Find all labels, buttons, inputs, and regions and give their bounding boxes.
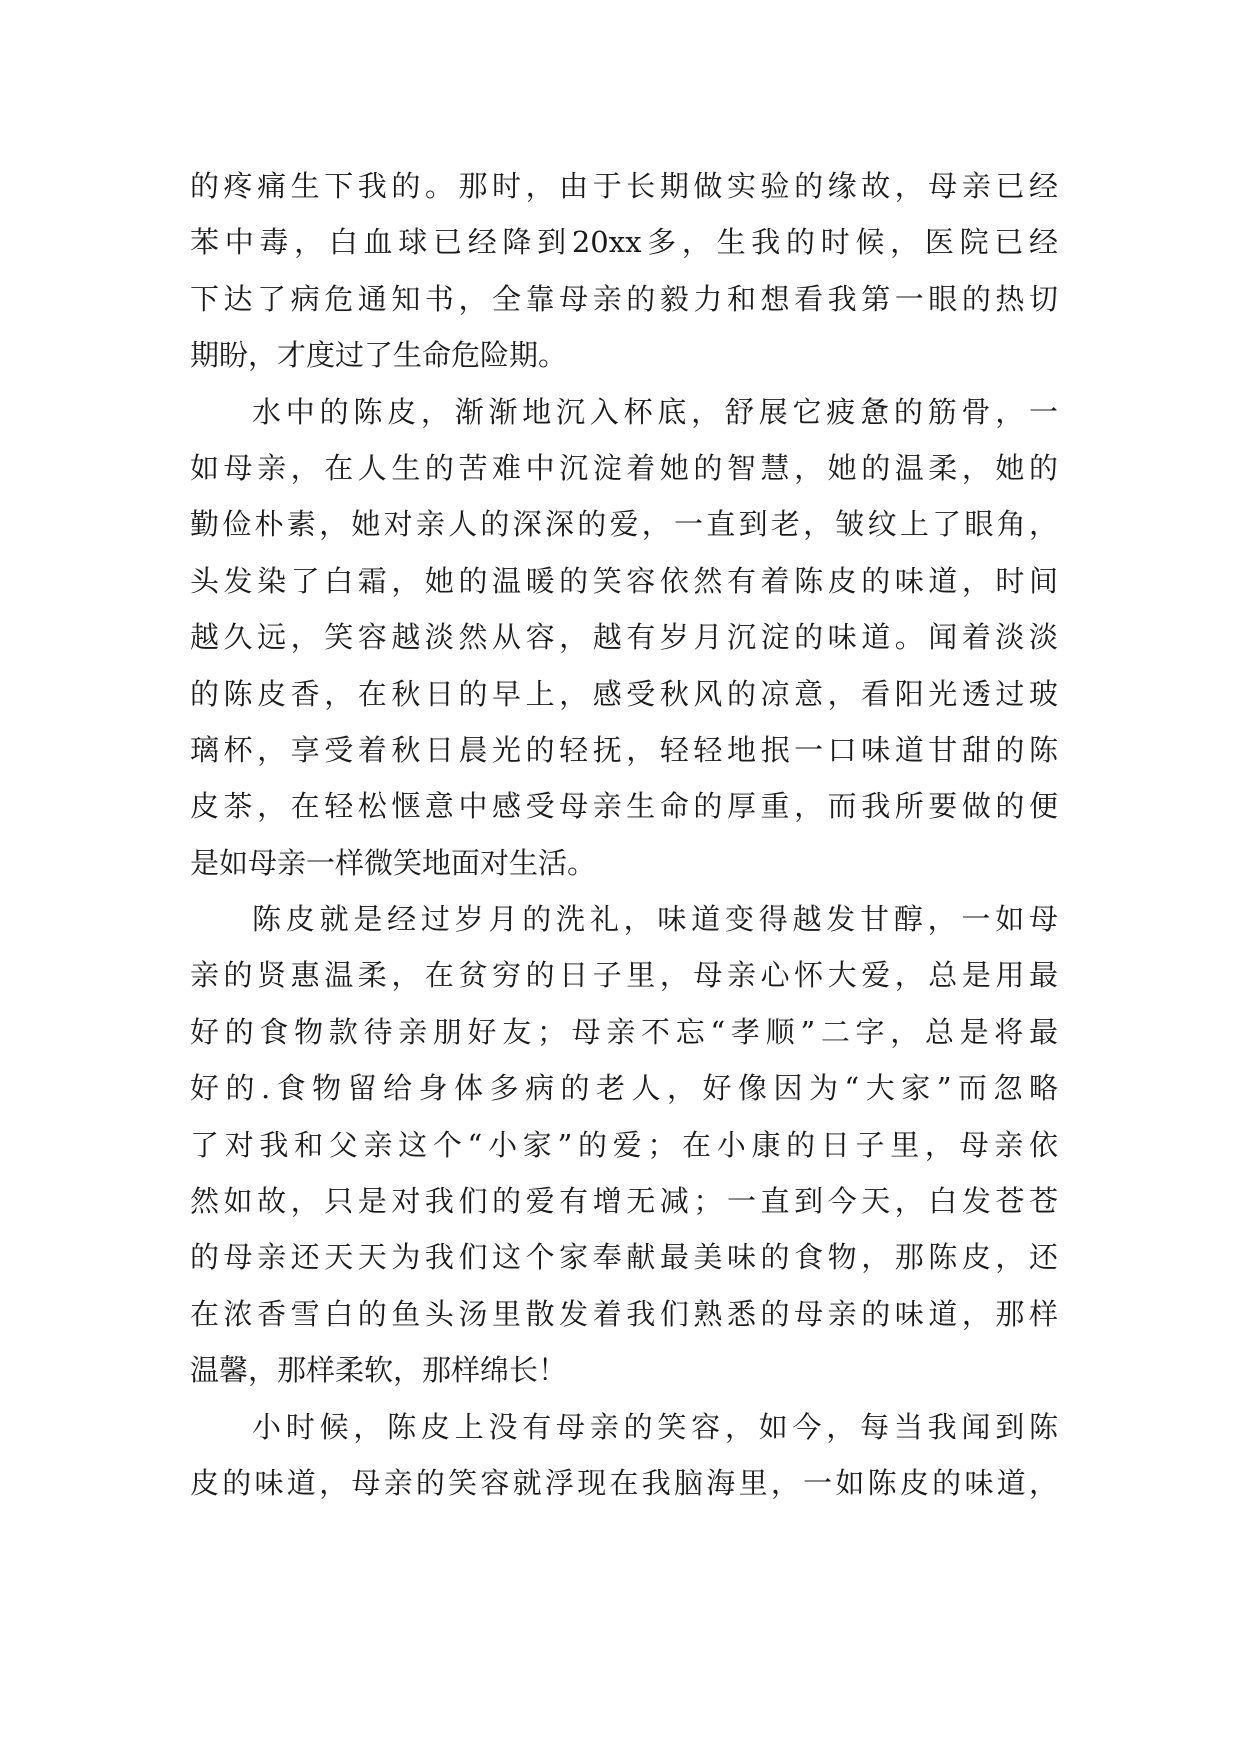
text-line: 温馨，那样柔软，那样绵长！ [190,1353,568,1388]
text-line: 了对我和父亲这个“小家”的爱；在小康的日子里，母亲依 [190,1127,1058,1162]
paragraph-2 [190,384,1058,892]
paragraph-4 [190,1399,1058,1512]
text-line: 璃杯，享受着秋日晨光的轻抚，轻轻地抿一口味道甘甜的陈 [190,732,1058,767]
text-line: 皮的味道，母亲的笑容就浮现在我脑海里，一如陈皮的味道， [190,1465,1058,1500]
paragraph-3 [190,891,1058,1399]
text-line: 越久远，笑容越淡然从容，越有岁月沉淀的味道。闻着淡淡 [190,620,1058,655]
text-line: 陈皮就是经过岁月的洗礼，味道变得越发甘醇，一如母 [252,902,1058,937]
text-line: 皮茶，在轻松惬意中感受母亲生命的厚重，而我所要做的便 [190,789,1058,824]
text-line: 然如故，只是对我们的爱有增无减；一直到今天，白发苍苍 [190,1184,1058,1219]
text-line: 头发染了白霜，她的温暖的笑容依然有着陈皮的味道，时间 [190,563,1058,598]
document-body [190,158,1058,1511]
text-line: 勤俭朴素，她对亲人的深深的爱，一直到老，皱纹上了眼角， [190,507,1058,542]
text-line: 亲的贤惠温柔，在贫穷的日子里，母亲心怀大爱，总是用最 [190,958,1058,993]
text-line: 苯中毒，白血球已经降到20xx多，生我的时候，医院已经 [190,225,1058,260]
text-line: 如母亲，在人生的苦难中沉淀着她的智慧，她的温柔，她的 [190,450,1058,485]
text-line: 好的食物款待亲朋好友；母亲不忘“孝顺”二字，总是将最 [190,1014,1058,1049]
text-line: 小时候，陈皮上没有母亲的笑容，如今，每当我闻到陈 [252,1409,1058,1444]
text-line: 期盼，才度过了生命危险期。 [190,338,568,373]
paragraph-1 [190,158,1058,384]
text-line: 的母亲还天天为我们这个家奉献最美味的食物，那陈皮，还 [190,1240,1058,1275]
text-line: 水中的陈皮，渐渐地沉入杯底，舒展它疲惫的筋骨，一 [252,394,1058,429]
text-line: 的疼痛生下我的。那时，由于长期做实验的缘故，母亲已经 [190,169,1058,203]
text-line: 在浓香雪白的鱼头汤里散发着我们熟悉的母亲的味道，那样 [190,1296,1058,1331]
text-line: 好的.食物留给身体多病的老人，好像因为“大家”而忽略 [190,1071,1058,1106]
text-line: 是如母亲一样微笑地面对生活。 [190,845,597,880]
text-line: 的陈皮香，在秋日的早上，感受秋风的凉意，看阳光透过玻 [190,676,1058,711]
text-line: 下达了病危通知书，全靠母亲的毅力和想看我第一眼的热切 [190,281,1058,316]
